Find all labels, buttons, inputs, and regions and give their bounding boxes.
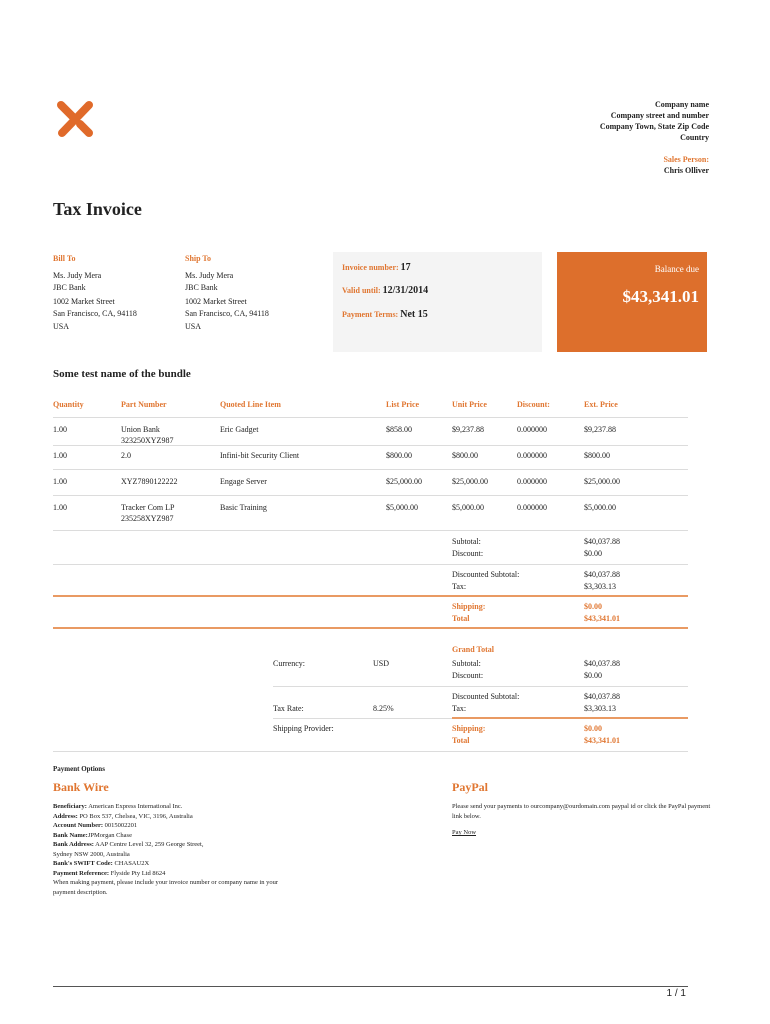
bill-to-block: [53, 253, 137, 333]
row-list-price: $858.00: [386, 425, 412, 434]
row-item: Basic Training: [220, 503, 267, 512]
valid-until-row: [342, 285, 428, 296]
ship-to-name: Ms. Judy Mera: [185, 270, 234, 280]
company-town: Company Town, State Zip Code: [599, 122, 709, 131]
table-header-divider: [53, 417, 688, 418]
col-header-unit-price: Unit Price: [452, 400, 487, 409]
bill-to-company: JBC Bank: [53, 283, 86, 292]
subtotal-label: Subtotal:: [452, 537, 481, 546]
row-part-line2: 323250XYZ987: [121, 436, 174, 445]
grand-tax-value: $3,303.13: [584, 704, 616, 713]
payment-terms: Net 15: [400, 309, 428, 320]
grand-divider: [53, 751, 688, 752]
paypal-details: [452, 802, 712, 838]
row-unit-price: $9,237.88: [452, 425, 484, 434]
tax-value: $3,303.13: [584, 582, 616, 591]
grand-divider: [273, 718, 452, 719]
reference-label: Payment Reference:: [53, 869, 110, 877]
row-item: Engage Server: [220, 477, 267, 486]
subtotal-value: $40,037.88: [584, 537, 620, 546]
ship-to-street: 1002 Market Street: [185, 296, 247, 306]
grand-tax-label: Tax:: [452, 704, 467, 713]
grand-discount-value: $0.00: [584, 671, 602, 680]
bank-name-label: Bank Name:: [53, 831, 88, 839]
grand-total-heading: Grand Total: [452, 645, 495, 654]
paypal-instructions: Please send your payments to ourcompany@ourdomain.com paypal id or click the PayPal payment link below.: [452, 803, 711, 820]
row-unit-price: $5,000.00: [452, 503, 484, 512]
row-part-number: [121, 424, 173, 446]
row-ext-price: $25,000.00: [584, 477, 620, 486]
balance-due-label: Balance due: [654, 264, 699, 274]
row-part-number: XYZ7890122222: [121, 477, 178, 486]
row-ext-price: $5,000.00: [584, 503, 616, 512]
payment-options-heading: Payment Options: [53, 765, 105, 773]
bank-address-line2: Sydney NSW 2000, Australia: [53, 850, 130, 858]
bank-name-value: JPMorgan Chase: [87, 831, 132, 839]
row-quantity: 1.00: [53, 451, 67, 460]
row-part-line1: Union Bank: [121, 425, 160, 434]
invoice-number-row: [342, 262, 411, 273]
grand-discounted-subtotal-label: Discounted Subtotal:: [452, 692, 520, 701]
bill-to-city: San Francisco, CA, 94118: [53, 309, 137, 318]
beneficiary-value: American Express International Inc.: [88, 803, 183, 810]
grand-discounted-subtotal-value: $40,037.88: [584, 692, 620, 701]
ship-to-heading: Ship To: [185, 254, 212, 263]
grand-divider: [273, 686, 688, 687]
discount-label: Discount:: [452, 549, 484, 558]
grand-subtotal-label: Subtotal:: [452, 659, 481, 668]
beneficiary-label: Beneficiary:: [53, 803, 87, 810]
row-discount: 0.000000: [517, 425, 547, 434]
row-discount: 0.000000: [517, 451, 547, 460]
shipping-value: $0.00: [584, 602, 602, 611]
grand-total-label: Total: [452, 736, 470, 745]
col-header-part-number: Part Number: [121, 400, 167, 409]
balance-due-box: [557, 252, 707, 352]
summary-orange-divider: [53, 627, 688, 629]
company-street: Company street and number: [610, 111, 709, 120]
total-value: $43,341.01: [584, 614, 620, 623]
page-title: Tax Invoice: [53, 199, 142, 219]
payment-terms-label: Payment Terms:: [342, 310, 399, 319]
footer-divider: [53, 986, 688, 987]
company-logo-icon: [54, 98, 96, 140]
grand-orange-divider: [452, 717, 688, 719]
row-ext-price: $9,237.88: [584, 425, 616, 434]
row-divider: [53, 445, 688, 446]
account-value: 0015002201: [104, 822, 138, 829]
bill-to-street: 1002 Market Street: [53, 296, 115, 306]
grand-subtotal-value: $40,037.88: [584, 659, 620, 668]
col-header-ext-price: Ext. Price: [584, 400, 618, 409]
pay-now-link[interactable]: Pay Now: [452, 829, 477, 836]
row-ext-price: $800.00: [584, 451, 610, 460]
bank-wire-title: Bank Wire: [53, 780, 109, 794]
bill-to-name: Ms. Judy Mera: [53, 270, 102, 280]
row-divider: [53, 530, 688, 531]
ship-to-company: JBC Bank: [185, 283, 218, 292]
discounted-subtotal-label: Discounted Subtotal:: [452, 570, 520, 579]
row-quantity: 1.00: [53, 425, 67, 434]
address-label: Address:: [53, 812, 78, 820]
page-number: 1 / 1: [666, 988, 686, 999]
col-header-quoted-line-item: Quoted Line Item: [220, 400, 281, 409]
bill-to-heading: Bill To: [53, 254, 76, 263]
row-part-line1: Tracker Com LP: [121, 503, 175, 512]
paypal-title: PayPal: [452, 780, 488, 794]
row-part-line2: 235258XYZ987: [121, 514, 174, 523]
row-divider: [53, 469, 688, 470]
col-header-list-price: List Price: [386, 400, 420, 409]
bill-to-country: USA: [53, 321, 70, 331]
bank-wire-details: [53, 802, 283, 897]
ship-to-country: USA: [185, 321, 202, 331]
row-quantity: 1.00: [53, 503, 67, 512]
row-unit-price: $25,000.00: [452, 477, 488, 486]
col-header-discount: Discount:: [517, 400, 550, 409]
grand-total-value: $43,341.01: [584, 736, 620, 745]
discount-value: $0.00: [584, 549, 602, 558]
row-discount: 0.000000: [517, 477, 547, 486]
row-list-price: $25,000.00: [386, 477, 422, 486]
company-name: Company name: [654, 100, 709, 109]
valid-until: 12/31/2014: [382, 285, 429, 296]
valid-until-label: Valid until:: [342, 286, 381, 295]
swift-value: CHASAU2X: [114, 860, 150, 867]
balance-due-amount: $43,341.01: [622, 287, 699, 306]
address-value: PO Box 537, Chelsea, VIC, 3196, Australia: [79, 812, 193, 820]
summary-orange-divider: [53, 595, 688, 597]
shipping-provider-label: Shipping Provider:: [273, 724, 334, 733]
grand-shipping-value: $0.00: [584, 724, 602, 733]
invoice-number: 17: [400, 262, 411, 273]
bundle-name: Some test name of the bundle: [53, 368, 191, 380]
row-part-number: 2.0: [121, 451, 131, 460]
company-country: Country: [680, 133, 709, 142]
sales-person-label: Sales Person:: [663, 155, 709, 164]
shipping-label: Shipping:: [452, 602, 486, 611]
discounted-subtotal-value: $40,037.88: [584, 570, 620, 579]
row-unit-price: $800.00: [452, 451, 478, 460]
bank-address-value: AAP Centre Level 32, 259 George Street,: [95, 841, 204, 848]
total-label: Total: [452, 614, 470, 623]
row-list-price: $5,000.00: [386, 503, 418, 512]
invoice-number-label: Invoice number:: [342, 263, 399, 272]
currency-label: Currency:: [273, 659, 305, 668]
tax-label: Tax:: [452, 582, 467, 591]
swift-label: Bank's SWIFT Code:: [53, 860, 113, 867]
payment-terms-row: [342, 309, 428, 320]
grand-shipping-label: Shipping:: [452, 724, 486, 733]
col-header-quantity: Quantity: [53, 400, 84, 409]
currency-value: USD: [373, 659, 390, 668]
account-label: Account Number:: [53, 822, 104, 829]
row-part-number: [121, 502, 174, 524]
row-item: Infini-bit Security Client: [220, 451, 300, 460]
invoice-details-box: [333, 252, 542, 352]
tax-rate-value: 8.25%: [373, 704, 394, 713]
payment-note: When making payment, please include your invoice number or company name in your payment description.: [53, 879, 279, 896]
tax-rate-label: Tax Rate:: [273, 704, 304, 713]
row-quantity: 1.00: [53, 477, 67, 486]
grand-discount-label: Discount:: [452, 671, 484, 680]
bank-address-label: Bank Address:: [53, 841, 94, 848]
sales-person: Chris Olliver: [663, 166, 709, 175]
row-list-price: $800.00: [386, 451, 412, 460]
company-info: [600, 99, 709, 176]
ship-to-block: [185, 253, 269, 333]
summary-divider: [53, 564, 688, 565]
row-item: Eric Gadget: [220, 425, 259, 434]
ship-to-city: San Francisco, CA, 94118: [185, 309, 269, 318]
row-discount: 0.000000: [517, 503, 547, 512]
row-divider: [53, 495, 688, 496]
reference-value: Flyside Pty Ltd 8624: [110, 869, 166, 877]
